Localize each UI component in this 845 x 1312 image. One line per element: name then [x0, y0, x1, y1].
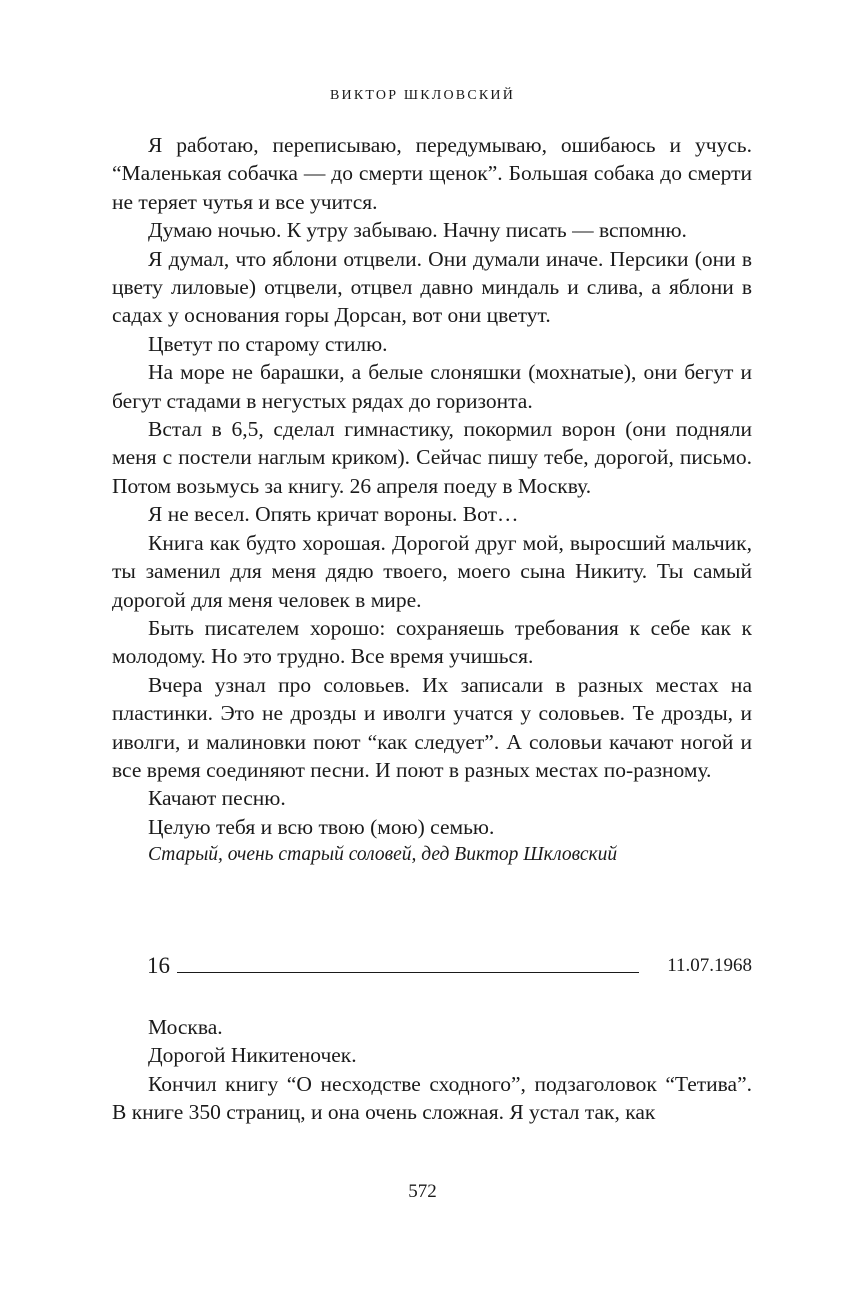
header-rule — [177, 972, 639, 973]
paragraph: Целую тебя и всю твою (мою) семью. — [148, 814, 495, 839]
paragraph: Цветут по старому стилю. — [148, 331, 388, 356]
paragraph: Качают песню. — [148, 786, 286, 811]
paragraph: Я думал, что яблони отцвели. Они думали иначе. Персики (они в цвету лиловые) отцвели, отцвел давно миндаль и слива, а яблони в садах у основания горы Дорсан, вот они цветут. — [112, 246, 752, 328]
paragraph: Дорогой Никитеночек. — [148, 1043, 357, 1068]
paragraph: Я работаю, переписываю, передумываю, ошибаюсь и учусь. “Маленькая собачка — до смерти щенок”. Большая собака до смерти не теряет чутья и все учится. — [112, 133, 752, 214]
letter-header — [147, 953, 752, 983]
paragraph: Я не весел. Опять кричат вороны. Вот… — [148, 502, 519, 527]
paragraph: Кончил книгу “О несходстве сходного”, подзаголовок “Тетива”. В книге 350 страниц, и она очень сложная. Я устал так, как — [112, 1071, 752, 1125]
paragraph: Думаю ночью. К утру забываю. Начну писать — вспомню. — [148, 218, 687, 243]
paragraph: Быть писателем хорошо: сохраняешь требования к себе как к молодому. Но это трудно. Все время учишься. — [112, 615, 752, 669]
paragraph: Вчера узнал про соловьев. Их записали в разных местах на пластинки. Это не дрозды и иволги учатся у соловьев. Те дрозды, и иволги, и малиновки поют “как следует”. А соловьи качают ногой и все время соединяют песни. И поют в разных местах по-разному. — [112, 672, 752, 782]
letter-number: 16 — [147, 953, 170, 978]
running-head: ВИКТОР ШКЛОВСКИЙ — [329, 88, 516, 103]
page-number: 572 — [408, 1181, 437, 1202]
paragraph: Встал в 6,5, сделал гимнастику, покормил ворон (они подняли меня с постели наглым криком). Сейчас пишу тебе, дорогой, письмо. Потом возьмусь за книгу. 26 апреля поеду в Москву. — [112, 417, 752, 498]
letter-16-body — [112, 1013, 752, 1127]
paragraph: На море не барашки, а белые слоняшки (мохнатые), они бегут и бегут стадами в негустых рядах до горизонта. — [112, 360, 752, 413]
letter-date: 11.07.1968 — [667, 955, 752, 976]
signature: Старый, очень старый соловей, дед Виктор Шкловский — [148, 844, 618, 866]
paragraph: Москва. — [148, 1015, 223, 1039]
paragraph: Книга как будто хорошая. Дорогой друг мой, выросший мальчик, ты заменил для меня дядю твоего, моего сына Никиту. Ты самый дорогой для меня человек в мире. — [112, 530, 752, 612]
letter-15-body — [112, 131, 752, 870]
